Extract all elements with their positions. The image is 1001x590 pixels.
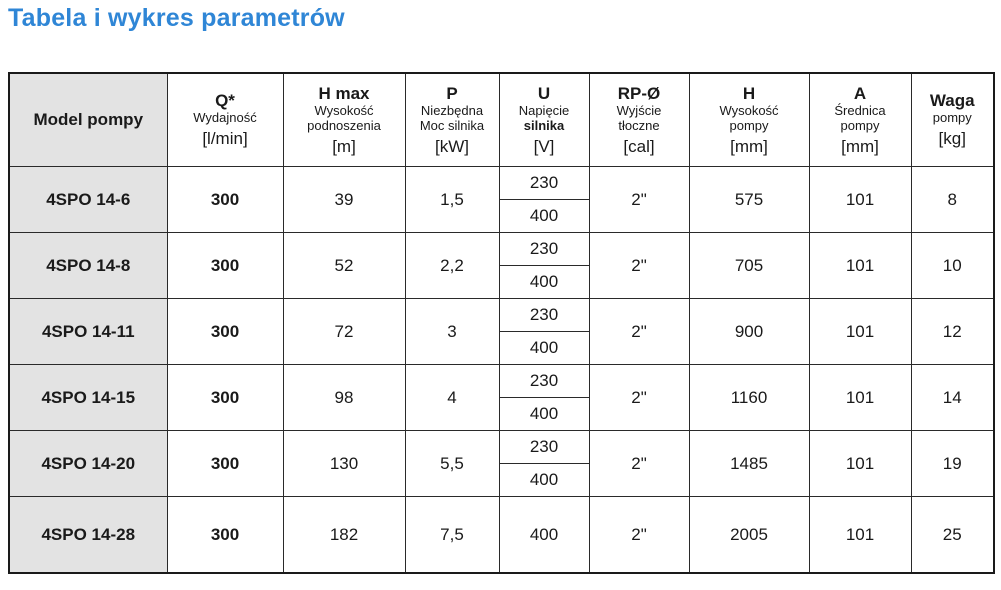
waga-cell: 19 [911, 431, 994, 497]
waga-cell: 14 [911, 365, 994, 431]
rp-cell: 2" [589, 431, 689, 497]
header-hmax-unit: [m] [332, 136, 356, 156]
header-q-symbol: Q* [215, 91, 235, 110]
table-row [9, 431, 994, 464]
header-rp-symbol: RP-Ø [617, 83, 661, 103]
header-h-desc2: pompy [729, 117, 769, 133]
h-cell: 1485 [689, 431, 809, 497]
u-cell-230: 230 [499, 233, 589, 266]
table-row [9, 497, 994, 574]
header-waga-desc: pompy [932, 110, 972, 125]
header-waga-symbol: Waga [929, 91, 975, 110]
header-q-unit: [l/min] [202, 129, 248, 148]
header-rp-desc1: Wyjście [616, 102, 662, 118]
header-waga [911, 73, 994, 167]
u-cell: 400 [499, 497, 589, 574]
h-cell: 900 [689, 299, 809, 365]
header-p-unit: [kW] [435, 136, 469, 156]
p-cell: 7,5 [405, 497, 499, 574]
hmax-cell: 182 [283, 497, 405, 574]
model-cell: 4SPO 14-20 [9, 431, 167, 497]
header-p-symbol: P [446, 83, 458, 103]
q-cell: 300 [167, 365, 283, 431]
rp-cell: 2" [589, 365, 689, 431]
h-cell: 575 [689, 167, 809, 233]
u-cell-400: 400 [499, 200, 589, 233]
p-cell: 4 [405, 365, 499, 431]
rp-cell: 2" [589, 233, 689, 299]
header-a-desc1: Średnica [834, 102, 886, 118]
model-cell: 4SPO 14-8 [9, 233, 167, 299]
header-u-unit: [V] [533, 136, 555, 156]
header-hmax-desc2: podnoszenia [307, 117, 381, 133]
table-row [9, 365, 994, 398]
header-hmax-symbol: H max [318, 83, 370, 103]
u-cell-230: 230 [499, 431, 589, 464]
u-cell-400: 400 [499, 266, 589, 299]
waga-cell: 12 [911, 299, 994, 365]
q-cell: 300 [167, 497, 283, 574]
h-cell: 2005 [689, 497, 809, 574]
header-hmax-desc1: Wysokość [314, 102, 374, 118]
header-a-desc2: pompy [840, 117, 880, 133]
hmax-cell: 39 [283, 167, 405, 233]
a-cell: 101 [809, 299, 911, 365]
header-a-unit: [mm] [841, 136, 879, 156]
u-cell-400: 400 [499, 464, 589, 497]
header-p-desc1: Niezbędna [420, 102, 484, 118]
header-u-desc2: silnika [523, 117, 565, 133]
table-row [9, 167, 994, 200]
model-cell: 4SPO 14-6 [9, 167, 167, 233]
a-cell: 101 [809, 431, 911, 497]
h-cell: 1160 [689, 365, 809, 431]
header-model: Model pompy [9, 73, 167, 167]
p-cell: 2,2 [405, 233, 499, 299]
a-cell: 101 [809, 167, 911, 233]
header-rp [589, 73, 689, 167]
header-a [809, 73, 911, 167]
q-cell: 300 [167, 299, 283, 365]
a-cell: 101 [809, 497, 911, 574]
rp-cell: 2" [589, 299, 689, 365]
hmax-cell: 52 [283, 233, 405, 299]
p-cell: 1,5 [405, 167, 499, 233]
model-cell: 4SPO 14-11 [9, 299, 167, 365]
waga-cell: 8 [911, 167, 994, 233]
page-title: Tabela i wykres parametrów [8, 4, 345, 32]
p-cell: 3 [405, 299, 499, 365]
hmax-cell: 98 [283, 365, 405, 431]
header-rp-desc2: tłoczne [618, 117, 660, 133]
waga-cell: 25 [911, 497, 994, 574]
u-cell-230: 230 [499, 167, 589, 200]
header-a-symbol: A [853, 83, 867, 103]
parameters-table [8, 72, 995, 574]
header-u-symbol: U [537, 83, 551, 103]
q-cell: 300 [167, 167, 283, 233]
header-h-desc1: Wysokość [719, 102, 779, 118]
header-h-unit: [mm] [730, 136, 768, 156]
p-cell: 5,5 [405, 431, 499, 497]
hmax-cell: 130 [283, 431, 405, 497]
header-u-desc1: Napięcie [518, 102, 570, 118]
waga-cell: 10 [911, 233, 994, 299]
header-u [499, 73, 589, 167]
header-hmax [283, 73, 405, 167]
header-row [9, 73, 994, 167]
header-q [167, 73, 283, 167]
model-cell: 4SPO 14-28 [9, 497, 167, 574]
header-h [689, 73, 809, 167]
header-p-desc2: Moc silnika [419, 117, 485, 133]
a-cell: 101 [809, 365, 911, 431]
header-q-desc: Wydajność [193, 110, 257, 125]
hmax-cell: 72 [283, 299, 405, 365]
a-cell: 101 [809, 233, 911, 299]
table-row [9, 299, 994, 332]
header-p [405, 73, 499, 167]
q-cell: 300 [167, 431, 283, 497]
header-rp-unit: [cal] [623, 136, 655, 156]
rp-cell: 2" [589, 497, 689, 574]
u-cell-400: 400 [499, 398, 589, 431]
u-cell-230: 230 [499, 365, 589, 398]
model-cell: 4SPO 14-15 [9, 365, 167, 431]
rp-cell: 2" [589, 167, 689, 233]
h-cell: 705 [689, 233, 809, 299]
table-row [9, 233, 994, 266]
q-cell: 300 [167, 233, 283, 299]
u-cell-230: 230 [499, 299, 589, 332]
u-cell-400: 400 [499, 332, 589, 365]
header-h-symbol: H [742, 83, 756, 103]
header-waga-unit: [kg] [938, 129, 966, 148]
